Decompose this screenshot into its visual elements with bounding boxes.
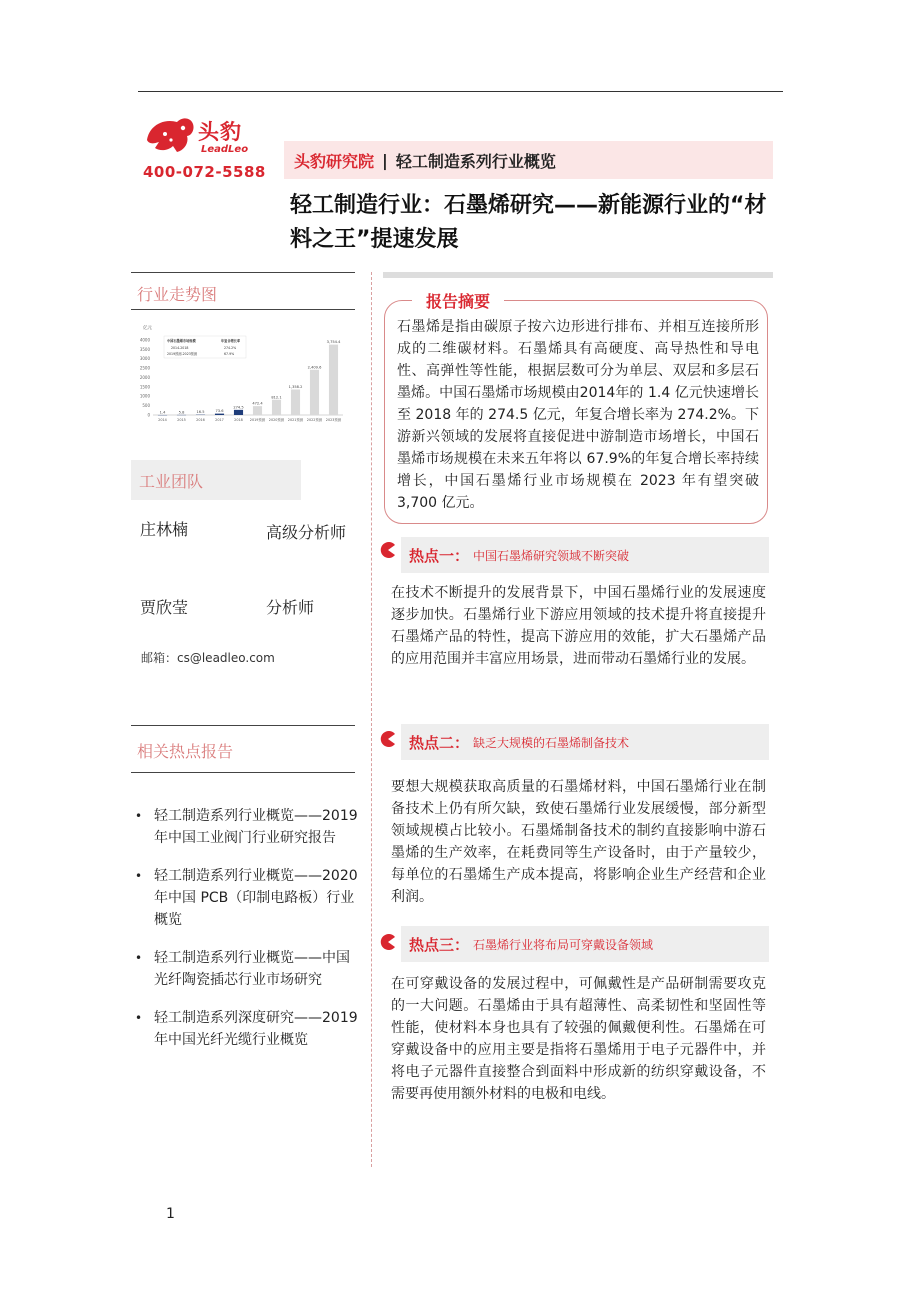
legend-cell: 2014-2018 (171, 346, 189, 350)
x-tick-label: 2020预测 (268, 418, 285, 422)
x-tick-label: 2018 (234, 418, 243, 422)
hotspot-3-header (401, 926, 769, 962)
leadleo-logo (143, 112, 253, 162)
divider (131, 272, 355, 273)
hotspot-marker-icon (380, 731, 396, 747)
team-member-role: 高级分析师 (266, 523, 347, 542)
team-heading: 工业团队 (139, 472, 204, 491)
related-report-link[interactable]: • 轻工制造系列行业概览——2019 年中国工业阀门行业研究报告 (135, 805, 360, 849)
bar-value-label: 2,409.6 (307, 365, 322, 370)
legend-header: 中国石墨烯市场规模 (167, 339, 196, 343)
legend-cell: 67.9% (224, 352, 235, 356)
y-tick-label: 2000 (139, 374, 150, 380)
y-tick-label: 500 (142, 403, 150, 409)
y-tick-label: 3000 (139, 356, 150, 362)
legend-cell: 2019预测-2023预测 (167, 352, 198, 356)
column-divider (371, 272, 372, 1167)
chart-bar (253, 406, 262, 415)
team-member-name: 庄林楠 (140, 520, 189, 539)
y-tick-label: 0 (147, 412, 150, 418)
hotspot-label: 热点三： (409, 935, 470, 954)
y-tick-label: 3500 (139, 346, 150, 352)
bar-value-label: 1,358.2 (288, 385, 303, 390)
bar-value-label: 73.6 (215, 409, 224, 414)
chart-legend-table (164, 336, 246, 358)
chart-bar (234, 410, 243, 415)
divider (131, 309, 355, 310)
hotspot-label: 热点二： (409, 733, 470, 752)
x-tick-label: 2014 (158, 418, 167, 422)
brand-name-en: LeadLeo (201, 144, 249, 155)
page-number: 1 (166, 1206, 175, 1222)
y-tick-label: 2500 (139, 365, 150, 371)
bar-value-label: 472.4 (252, 401, 263, 406)
divider (131, 772, 355, 773)
chart-bar (215, 414, 224, 415)
team-member-name: 贾欣莹 (140, 598, 189, 617)
hotspot-title: 缺乏大规模的石墨烯制备技术 (473, 735, 630, 750)
related-report-link[interactable]: • 轻工制造系列行业概览——中国光纤陶瓷插芯行业市场研究 (135, 947, 360, 991)
bar-value-label: 1.4 (159, 410, 166, 415)
hotspot-label: 热点一： (409, 546, 470, 565)
hotspot-3-text: 在可穿戴设备的发展过程中，可佩戴性是产品研制需要攻克的一大问题。石墨烯由于具有超薄性、高柔韧性和坚固性等性能，使材料本身也具有了较强的佩戴便利性。石墨烯在可穿戴设备中的应用主要是指将石墨烯用于电子元器件中，并将电子元器件直接整合到面料中形成新的纺织穿戴设备，不需要再使用额外材料的电极和电线。 (391, 976, 766, 1102)
team-member-role: 分析师 (266, 598, 315, 617)
hotspot-2-header (401, 724, 769, 760)
x-tick-label: 2016 (196, 418, 205, 422)
hotspot-title: 石墨烯行业将布局可穿戴设备领域 (473, 937, 654, 952)
team-heading-box (131, 460, 301, 500)
x-tick-label: 2015 (177, 418, 186, 422)
y-tick-label: 4000 (139, 337, 150, 343)
related-report-link[interactable]: • 轻工制造系列深度研究——2019 年中国光纤光缆行业概览 (135, 1007, 360, 1051)
bar-value-label: 812.1 (271, 395, 282, 400)
hotspot-1-text: 在技术不断提升的发展背景下，中国石墨烯行业的发展速度逐步加快。石墨烯行业下游应用领域的技术提升将直接提升石墨烯产品的特性，提高下游应用的效能，扩大石墨烯产品的应用范围并丰富应用场景，进而带动石墨烯行业的发展。 (391, 585, 766, 667)
related-heading: 相关热点报告 (137, 742, 234, 761)
summary-heading: 报告摘要 (412, 289, 504, 312)
y-tick-label: 1500 (139, 384, 150, 390)
x-tick-label: 2019预测 (249, 418, 266, 422)
hotspot-1-header (401, 537, 769, 573)
bar-value-label: 3,754.4 (326, 340, 341, 345)
x-tick-label: 2023预测 (325, 418, 342, 422)
trend-heading: 行业走势图 (137, 285, 218, 304)
chart-y-unit: 亿元 (143, 326, 152, 331)
chart-bar (291, 390, 300, 415)
phone-number: 400-072-5588 (143, 163, 266, 181)
header-separator: | (382, 150, 388, 170)
org-name: 头豹研究院 (294, 151, 375, 171)
x-tick-label: 2021预测 (287, 418, 304, 422)
series-name: 轻工制造系列行业概览 (395, 151, 556, 171)
hotspot-marker-icon (380, 542, 396, 558)
chart-bar (329, 345, 338, 415)
contact-email: 邮箱：cs@leadleo.com (141, 651, 275, 665)
chart-bar (310, 370, 319, 415)
bar-value-label: 16.5 (196, 410, 205, 415)
divider (131, 725, 355, 726)
bar-value-label: 5.8 (178, 410, 185, 415)
trend-chart (131, 322, 363, 426)
related-report-link[interactable]: • 轻工制造系列行业概览——2020 年中国 PCB（印制电路板）行业概览 (135, 865, 360, 931)
hotspot-title: 中国石墨烯研究领域不断突破 (473, 548, 630, 563)
decorative-bar (383, 272, 773, 278)
report-title: 轻工制造行业：石墨烯研究——新能源行业的“材料之王”提速发展 (290, 193, 767, 252)
bar-value-label: 274.5 (233, 405, 244, 410)
y-tick-label: 1000 (139, 393, 150, 399)
x-tick-label: 2017 (215, 418, 224, 422)
x-tick-label: 2022预测 (306, 418, 323, 422)
hotspot-2-text: 要想大规模获取高质量的石墨烯材料，中国石墨烯行业在制备技术上仍有所欠缺，致使石墨烯行业发展缓慢，部分新型领域规模占比较小。石墨烯制备技术的制约直接影响中游石墨烯的生产效率，在耗费同等生产设备时，由于产量较少，每单位的石墨烯生产成本提高，将影响企业生产经营和企业利润。 (391, 779, 766, 905)
hotspot-marker-icon (380, 934, 396, 950)
related-reports-list (135, 805, 360, 1067)
legend-header: 年复合增长率 (221, 339, 241, 343)
legend-cell: 274.2% (224, 346, 237, 350)
chart-bar (272, 400, 281, 415)
summary-text: 石墨烯是指由碳原子按六边形进行排布、并相互连接所形成的二维碳材料。石墨烯具有高硬度、高导热性和导电性、高弹性等性能，根据层数可分为单层、双层和多层石墨烯。中国石墨烯市场规模由2014年的 1.4 亿元快速增长至 2018 年的 274.5 亿元，年复合增长率为 274.2%。下游新兴领域的发展将直接促进中游制造市场增长，中国石墨烯市场规模在未来五年将以 67.9%的年复合增长率持续增长，中国石墨烯行业市场规模在 2023 年有望突破 3,700 亿元。 (397, 319, 759, 511)
brand-name-cn: 头豹 (198, 120, 242, 144)
top-rule (138, 91, 783, 92)
series-header (284, 141, 773, 179)
